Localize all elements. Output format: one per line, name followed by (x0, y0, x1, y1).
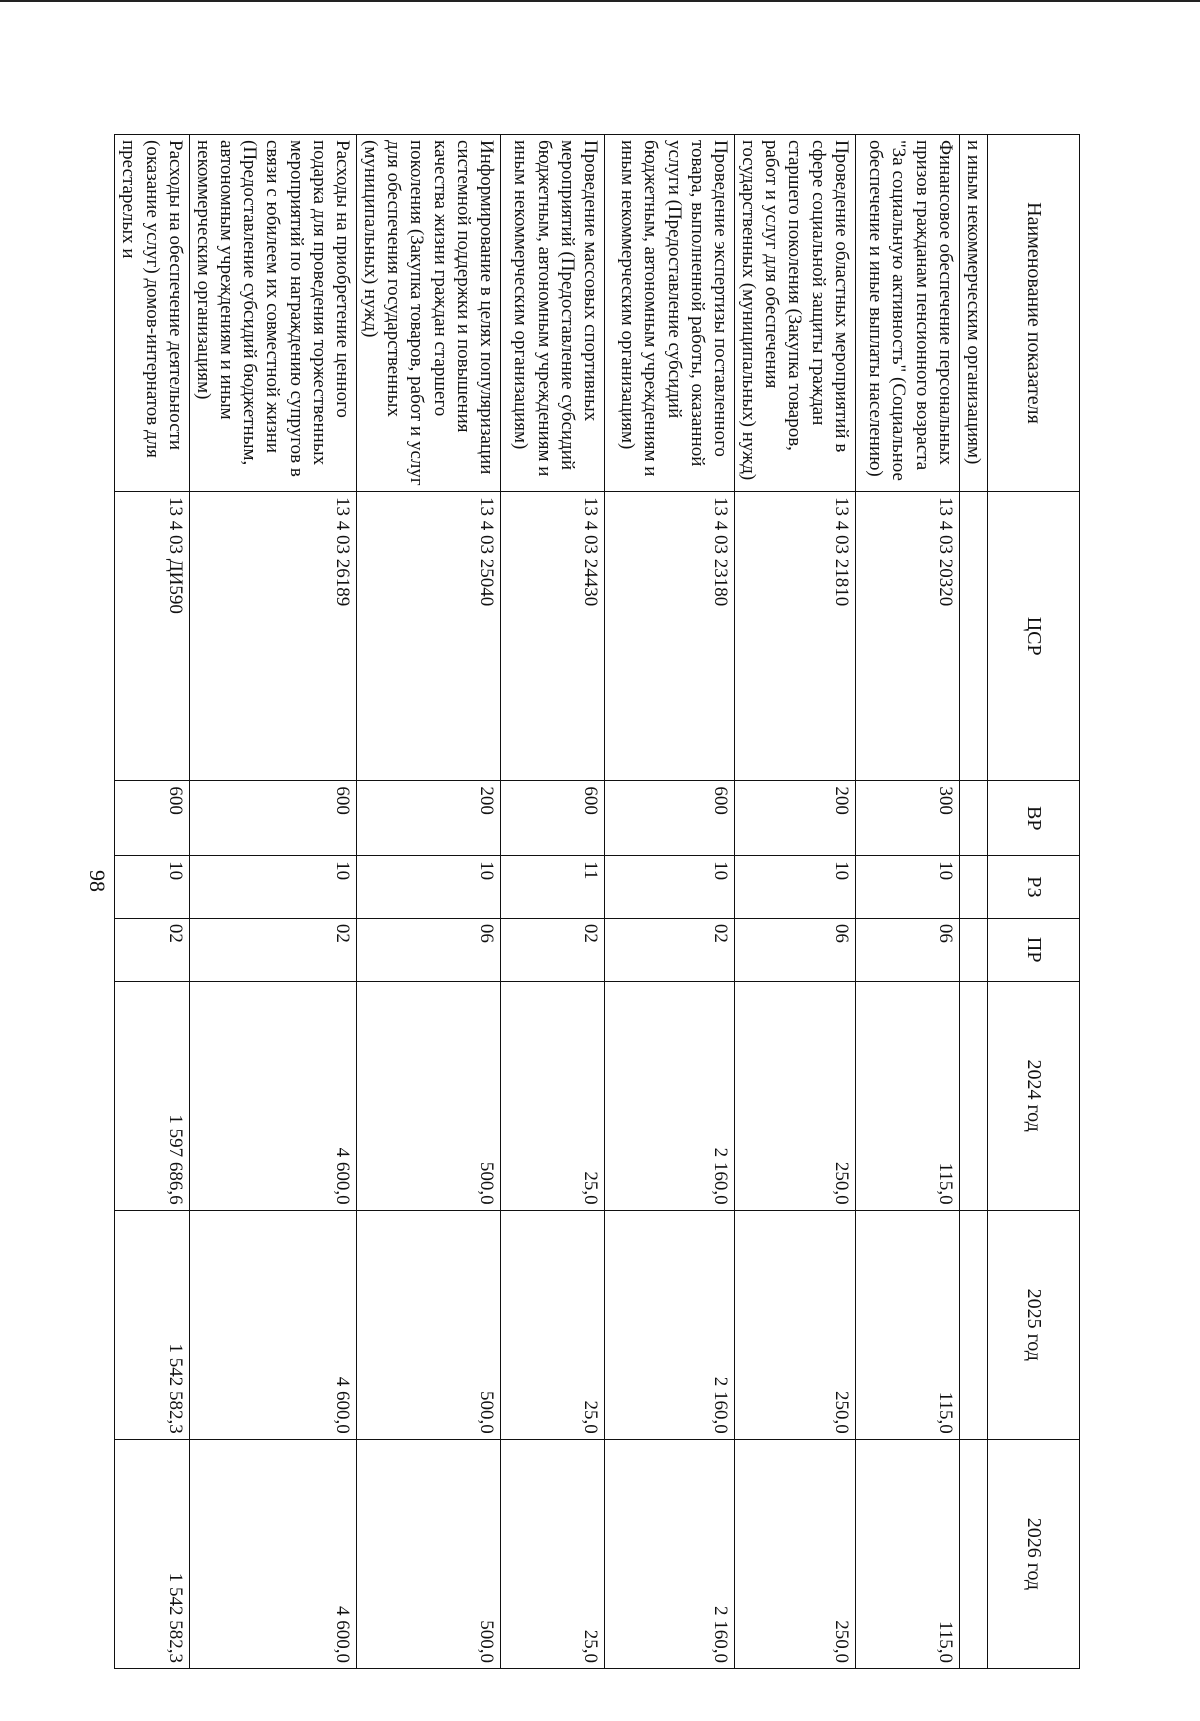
row-2024: 250,0 (734, 981, 855, 1210)
header-csr: ЦСР (988, 491, 1080, 780)
row-name: Расходы на обеспечение деятельности (оказание услуг) домов-интернатов для престарелых и (115, 135, 190, 492)
row-2026: 2 160,0 (604, 1439, 734, 1668)
row-csr: 13 4 03 23180 (604, 491, 734, 780)
row-2024: 115,0 (855, 981, 959, 1210)
row-2026: 25,0 (500, 1439, 604, 1668)
row-pr: 02 (604, 918, 734, 981)
row-csr: 13 4 03 ДИ590 (115, 491, 190, 780)
row-2025: 250,0 (734, 1210, 855, 1439)
row-csr: 13 4 03 26189 (189, 491, 356, 780)
row-2026: 500,0 (356, 1439, 500, 1668)
table-row (855, 135, 959, 1669)
table-row (500, 135, 604, 1669)
row-pr: 06 (356, 918, 500, 981)
row-rz (959, 856, 987, 919)
row-name: Проведение областных мероприятий в сфере социальной защиты граждан старшего поколения (Закупка товаров, работ и услуг для обеспечения государственных (муниципальных) нужд) (734, 135, 855, 492)
row-name: и иным некоммерческим организациям) (959, 135, 987, 492)
table-row (604, 135, 734, 1669)
header-rz: РЗ (988, 856, 1080, 919)
row-2024: 4 600,0 (189, 981, 356, 1210)
row-pr: 06 (734, 918, 855, 981)
row-rz: 10 (115, 856, 190, 919)
row-2025: 2 160,0 (604, 1210, 734, 1439)
row-rz: 10 (189, 856, 356, 919)
row-2025: 500,0 (356, 1210, 500, 1439)
row-rz: 10 (734, 856, 855, 919)
header-name: Наименование показателя (988, 135, 1080, 492)
row-csr: 13 4 03 21810 (734, 491, 855, 780)
row-rz: 10 (855, 856, 959, 919)
row-pr: 02 (500, 918, 604, 981)
row-pr: 02 (189, 918, 356, 981)
scan-edge-line (0, 0, 1200, 2)
header-2024: 2024 год (988, 981, 1080, 1210)
row-2026: 4 600,0 (189, 1439, 356, 1668)
row-csr: 13 4 03 20320 (855, 491, 959, 780)
table-row (959, 135, 987, 1669)
row-name: Расходы на приобретение ценного подарка для проведения торжественных мероприятий по награждению супругов в связи с юбилеем их совместной жизни (Предоставление субсидий бюджетным, автономным учреждениям и иным некоммерческим организациям) (189, 135, 356, 492)
table-row (189, 135, 356, 1669)
row-csr: 13 4 03 24430 (500, 491, 604, 780)
row-csr (959, 491, 987, 780)
row-2025: 115,0 (855, 1210, 959, 1439)
row-2025: 1 542 582,3 (115, 1210, 190, 1439)
row-name: Проведение экспертизы поставленного товара, выполненной работы, оказанной услуги (Предоставление субсидий бюджетным, автономным учреждениям и иным некоммерческим организациям) (604, 135, 734, 492)
row-2026: 1 542 582,3 (115, 1439, 190, 1668)
table-header-row (988, 135, 1080, 1669)
table-row (356, 135, 500, 1669)
row-vr: 300 (855, 781, 959, 856)
row-2026: 250,0 (734, 1439, 855, 1668)
row-2025: 25,0 (500, 1210, 604, 1439)
row-name: Проведение массовых спортивных мероприятий (Предоставление субсидий бюджетным, автономным учреждениям и иным некоммерческим организациям) (500, 135, 604, 492)
budget-table-container (118, 134, 1080, 1669)
row-2025 (959, 1210, 987, 1439)
row-vr: 200 (356, 781, 500, 856)
budget-table (114, 134, 1080, 1669)
row-vr: 600 (189, 781, 356, 856)
header-2026: 2026 год (988, 1439, 1080, 1668)
row-vr (959, 781, 987, 856)
row-pr: 06 (855, 918, 959, 981)
row-2024: 2 160,0 (604, 981, 734, 1210)
header-vr: ВР (988, 781, 1080, 856)
row-2026: 115,0 (855, 1439, 959, 1668)
row-pr (959, 918, 987, 981)
row-name: Финансовое обеспечение персональных призов гражданам пенсионного возраста "За социальную активность" (Социальное обеспечение и иные выплаты населению) (855, 135, 959, 492)
table-row (115, 135, 190, 1669)
row-2024 (959, 981, 987, 1210)
header-pr: ПР (988, 918, 1080, 981)
row-2025: 4 600,0 (189, 1210, 356, 1439)
row-2026 (959, 1439, 987, 1668)
row-rz: 11 (500, 856, 604, 919)
row-2024: 500,0 (356, 981, 500, 1210)
row-vr: 600 (604, 781, 734, 856)
header-2025: 2025 год (988, 1210, 1080, 1439)
row-vr: 200 (734, 781, 855, 856)
row-vr: 600 (115, 781, 190, 856)
row-2024: 25,0 (500, 981, 604, 1210)
row-csr: 13 4 03 25040 (356, 491, 500, 780)
row-rz: 10 (356, 856, 500, 919)
row-pr: 02 (115, 918, 190, 981)
row-rz: 10 (604, 856, 734, 919)
table-row (734, 135, 855, 1669)
row-name: Информирование в целях популяризации системной поддержки и повышения качества жизни граждан старшего поколения (Закупка товаров, работ и услуг для обеспечения государственных (муниципальных) нужд) (356, 135, 500, 492)
row-2024: 1 597 686,6 (115, 981, 190, 1210)
page-number: 98 (85, 870, 110, 892)
row-vr: 600 (500, 781, 604, 856)
